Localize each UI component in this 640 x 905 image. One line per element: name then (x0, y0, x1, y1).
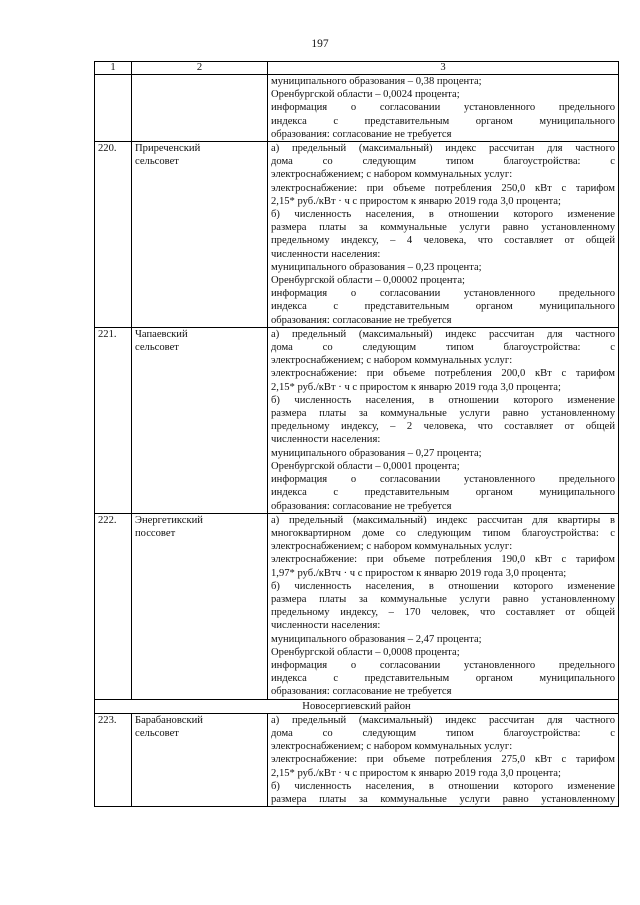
description-line: информация о согласовании установленного предельного (271, 102, 615, 114)
description-line: дома со следующим типом благоустройства: с (271, 342, 615, 354)
description-line: муниципального образования – 0,23 процента; (271, 261, 482, 273)
municipality-name (132, 142, 268, 328)
district-heading: Новосергиевский район (95, 699, 619, 713)
description-line: образования: согласование не требуется (271, 686, 452, 698)
municipality-name-line: Приреченский (135, 143, 201, 155)
description-line: многоквартирном доме со следующим типом благоустройства: с (271, 527, 615, 539)
description-line: 2,15* руб./кВт · ч с приростом к январю 2019 года 3,0 процента; (271, 195, 561, 207)
row-number (95, 75, 132, 142)
description-line: индекса с представительным органом муниципального (271, 487, 615, 499)
description-line: электроснабжение: при объеме потребления 250,0 кВт с тарифом (271, 182, 615, 194)
index-description (268, 713, 619, 806)
description-line: индекса с представительным органом муниципального (271, 115, 615, 127)
description-line: муниципального образования – 2,47 процента; (271, 633, 482, 645)
description-line: электроснабжение: при объеме потребления 275,0 кВт с тарифом (271, 754, 615, 766)
municipality-name (132, 327, 268, 513)
description-line: 2,15* руб./кВт · ч с приростом к январю 2019 года 3,0 процента; (271, 767, 561, 779)
table-row (95, 713, 619, 806)
description-line: а) предельный (максимальный) индекс рассчитан для частного (271, 143, 615, 155)
header-col-2: 2 (132, 62, 268, 75)
description-line: электроснабжением; с набором коммунальных услуг: (271, 169, 513, 181)
municipality-name (132, 713, 268, 806)
row-number: 222. (95, 513, 132, 699)
description-line: информация о согласовании установленного предельного (271, 659, 615, 671)
description-line: а) предельный (максимальный) индекс рассчитан для квартиры в (271, 514, 615, 526)
description-line: Оренбургской области – 0,0024 процента; (271, 89, 460, 101)
description-line: а) предельный (максимальный) индекс рассчитан для частного (271, 328, 615, 340)
district-row (95, 699, 619, 713)
description-line: Оренбургской области – 0,00002 процента; (271, 275, 465, 287)
description-line: электроснабжением; с набором коммунальных услуг: (271, 355, 513, 367)
municipality-name-line: сельсовет (135, 727, 179, 739)
row-number: 220. (95, 142, 132, 328)
table-header (95, 62, 619, 75)
description-line: индекса с представительным органом муниципального (271, 301, 615, 313)
description-line: предельному индексу, – 170 человек, что составляет от общей (271, 607, 615, 619)
description-line: а) предельный (максимальный) индекс рассчитан для частного (271, 714, 615, 726)
description-line: дома со следующим типом благоустройства: с (271, 727, 615, 739)
description-line: 1,97* руб./кВтч · ч с приростом к январю 2019 года 3,0 процента; (271, 567, 567, 579)
description-line: размера платы за коммунальные услуги равно установленному (271, 408, 615, 420)
municipality-name-line: Барабановский (135, 714, 203, 726)
description-line: б) численность населения, в отношении которого изменение (271, 394, 615, 406)
description-line: б) численность населения, в отношении которого изменение (271, 780, 615, 792)
description-line: численности населения: (271, 620, 381, 632)
description-line: размера платы за коммунальные услуги равно установленному (271, 593, 615, 605)
index-description (268, 513, 619, 699)
tariff-table (94, 61, 619, 807)
description-line: Оренбургской области – 0,0001 процента; (271, 460, 460, 472)
description-line: информация о согласовании установленного предельного (271, 474, 615, 486)
description-line: размера платы за коммунальные услуги равно установленному (271, 222, 615, 234)
description-line: численности населения: (271, 434, 381, 446)
municipality-name (132, 75, 268, 142)
header-col-1: 1 (95, 62, 132, 75)
description-line: образования: согласование не требуется (271, 500, 452, 512)
description-line: электроснабжением; с набором коммунальных услуг: (271, 541, 513, 553)
page-number: 197 (311, 38, 329, 50)
description-line: б) численность населения, в отношении которого изменение (271, 580, 615, 592)
index-description (268, 75, 619, 142)
description-line: образования: согласование не требуется (271, 314, 452, 326)
description-line: индекса с представительным органом муниципального (271, 673, 615, 685)
description-line: муниципального образования – 0,38 процента; (271, 76, 482, 87)
municipality-name-line: Энергетикский (135, 514, 203, 526)
table-row (95, 327, 619, 513)
row-number: 221. (95, 327, 132, 513)
municipality-name-line: поссовет (135, 527, 176, 539)
description-line: электроснабжением; с набором коммунальных услуг: (271, 741, 513, 753)
description-line: электроснабжение: при объеме потребления 190,0 кВт с тарифом (271, 554, 615, 566)
municipality-name-line: Чапаевский (135, 328, 188, 340)
municipality-name-line: сельсовет (135, 156, 179, 168)
description-line: размера платы за коммунальные услуги равно установленному (271, 793, 615, 805)
description-line: численности населения: (271, 248, 381, 260)
index-description (268, 142, 619, 328)
municipality-name-line: сельсовет (135, 342, 179, 354)
table-row (95, 142, 619, 328)
description-line: информация о согласовании установленного предельного (271, 288, 615, 300)
description-line: муниципального образования – 0,27 процента; (271, 447, 482, 459)
description-line: 2,15* руб./кВт · ч с приростом к январю 2019 года 3,0 процента; (271, 381, 561, 393)
description-line: Оренбургской области – 0,0008 процента; (271, 646, 460, 658)
description-line: образования: согласование не требуется (271, 128, 452, 140)
header-col-3: 3 (268, 62, 619, 75)
table-row (95, 75, 619, 142)
description-line: электроснабжение: при объеме потребления 200,0 кВт с тарифом (271, 368, 615, 380)
table-row (95, 513, 619, 699)
table-body (95, 75, 619, 807)
description-line: б) численность населения, в отношении которого изменение (271, 209, 615, 221)
index-description (268, 327, 619, 513)
row-number: 223. (95, 713, 132, 806)
municipality-name (132, 513, 268, 699)
description-line: предельному индексу, – 2 человека, что составляет от общей (271, 421, 615, 433)
description-line: дома со следующим типом благоустройства: с (271, 156, 615, 168)
description-line: предельному индексу, – 4 человека, что составляет от общей (271, 235, 615, 247)
